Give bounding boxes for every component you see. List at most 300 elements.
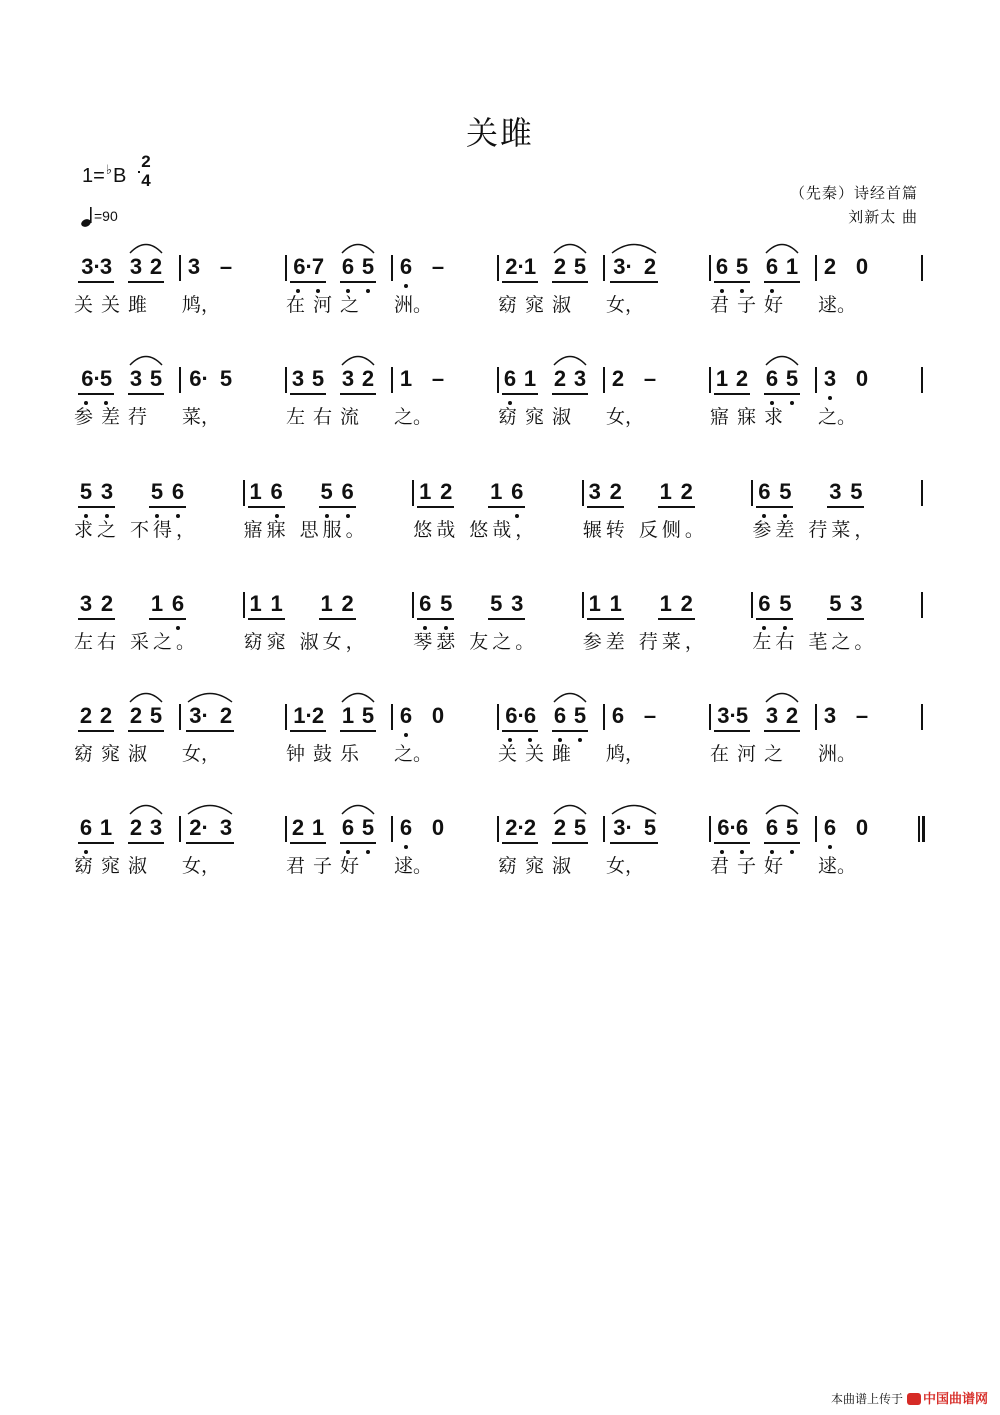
beam-line <box>714 281 750 283</box>
slur-mark <box>341 240 375 254</box>
key-note: B <box>112 165 127 187</box>
beam-line <box>488 618 525 620</box>
slur-mark <box>129 689 163 703</box>
note: 0 <box>855 815 869 840</box>
note: 6 <box>270 479 283 504</box>
lyric-text: 君子好 <box>710 294 792 316</box>
note: 2 <box>129 703 143 728</box>
note: 6 <box>765 254 779 279</box>
beam-line <box>128 730 164 732</box>
lyric-text: 寤寐 思服。 <box>243 519 369 541</box>
note: 3· <box>717 703 737 728</box>
bar-line <box>751 592 753 618</box>
beam-line <box>128 281 164 283</box>
lyric-text: 女， <box>606 294 645 316</box>
bar-line <box>815 704 817 730</box>
note: 2 <box>785 703 799 728</box>
note: 6 <box>171 591 185 616</box>
note: 5 <box>150 479 164 504</box>
note: 5 <box>785 815 799 840</box>
note: 6 <box>341 479 354 504</box>
note: 2 <box>553 815 567 840</box>
lyric-text: 逑。 <box>818 294 857 316</box>
note: 1 <box>320 591 333 616</box>
bar-line <box>815 255 817 281</box>
lower-octave-dot <box>828 845 832 849</box>
note: 3 <box>79 591 93 616</box>
note: 6 <box>419 591 432 616</box>
note: 1 <box>659 591 672 616</box>
bar-line <box>285 704 287 730</box>
bar-line <box>179 816 181 842</box>
note: 6 <box>399 703 413 728</box>
note: 6 <box>553 703 567 728</box>
note: 2 <box>735 366 749 391</box>
beam-line <box>290 281 326 283</box>
slur-mark <box>129 240 163 254</box>
tempo-value: =90 <box>94 208 118 224</box>
lyric-text: 鸠， <box>182 294 221 316</box>
beam-line <box>417 506 454 508</box>
note: – <box>431 366 445 391</box>
note: 6 <box>523 703 537 728</box>
note: 5 <box>735 703 749 728</box>
bar-line <box>751 480 753 506</box>
note: 2 <box>100 591 114 616</box>
note: 1 <box>609 591 622 616</box>
slur-mark <box>187 689 233 703</box>
beam-line <box>78 393 114 395</box>
note: 6· <box>293 254 313 279</box>
note: 5 <box>850 479 863 504</box>
lower-octave-dot <box>404 284 408 288</box>
note: 2 <box>440 479 453 504</box>
beam-line <box>610 281 658 283</box>
lyric-text: 之。 <box>394 406 433 428</box>
beam-line <box>610 842 658 844</box>
beam-line <box>149 618 186 620</box>
note: 3 <box>765 703 779 728</box>
bar-line <box>285 255 287 281</box>
bar-line <box>243 480 245 506</box>
slur-mark <box>553 689 587 703</box>
note: 1 <box>150 591 164 616</box>
note: 1 <box>785 254 799 279</box>
note: 3 <box>511 591 524 616</box>
note: 2 <box>680 479 693 504</box>
note: 3 <box>100 479 114 504</box>
note: 6· <box>189 366 209 391</box>
note: 5 <box>779 591 792 616</box>
lyric-text: 左右 采之。 <box>74 631 200 653</box>
slur-mark <box>341 801 375 815</box>
note: 5 <box>735 254 749 279</box>
bar-line <box>709 255 711 281</box>
beam-line <box>128 393 164 395</box>
beam-line <box>128 842 164 844</box>
final-bar-line <box>918 816 920 842</box>
note: 1 <box>311 815 325 840</box>
key-prefix: 1= <box>82 165 105 187</box>
note: 6· <box>717 815 737 840</box>
note: 2 <box>553 366 567 391</box>
bar-line <box>921 592 923 618</box>
note: 5 <box>311 366 325 391</box>
lyric-text: 之。 <box>818 406 857 428</box>
note: 2· <box>505 815 525 840</box>
note: 0 <box>431 703 445 728</box>
bar-line <box>921 704 923 730</box>
note: 5 <box>149 366 163 391</box>
note: 2 <box>79 703 93 728</box>
flat-sign: ♭ <box>105 162 112 177</box>
lyric-text: 钟鼓乐 <box>286 743 368 765</box>
note: 5 <box>785 366 799 391</box>
beam-line <box>340 281 376 283</box>
note: 2· <box>505 254 525 279</box>
note: 5 <box>573 815 587 840</box>
beam-line <box>756 618 793 620</box>
slur-mark <box>553 352 587 366</box>
lyric-text: 女， <box>606 406 645 428</box>
note: 6 <box>823 815 837 840</box>
lyric-text: 窈窕 淑女， <box>243 631 369 653</box>
lower-octave-dot <box>404 733 408 737</box>
note: 2 <box>219 703 233 728</box>
lyric-text: 参差 荇菜， <box>752 519 878 541</box>
note: 6 <box>765 366 779 391</box>
slur-mark <box>765 240 799 254</box>
time-signature-bottom: 4 <box>141 171 151 190</box>
footer-credit <box>831 1388 988 1407</box>
lyric-text: 洲。 <box>394 294 433 316</box>
beam-line <box>290 730 326 732</box>
slur-mark <box>129 801 163 815</box>
note: 5 <box>779 479 792 504</box>
bar-line <box>391 816 393 842</box>
bar-line <box>179 255 181 281</box>
note: 6 <box>735 815 749 840</box>
beam-line <box>764 730 800 732</box>
beam-line <box>78 730 114 732</box>
beam-line <box>248 506 285 508</box>
note: 6· <box>81 366 101 391</box>
lyric-text: 鸠， <box>606 743 645 765</box>
note: 2 <box>311 703 325 728</box>
note: 2 <box>609 479 622 504</box>
lyric-text: 悠哉 悠哉， <box>413 519 539 541</box>
lower-octave-dot <box>404 845 408 849</box>
beam-line <box>756 506 793 508</box>
note: 2· <box>189 815 209 840</box>
beam-line <box>186 842 234 844</box>
beam-line <box>149 506 186 508</box>
bar-line <box>243 592 245 618</box>
note: 3 <box>829 479 842 504</box>
note: 5 <box>490 591 503 616</box>
note: 2 <box>291 815 305 840</box>
lyric-text: 参差荇 <box>74 406 156 428</box>
note: 5 <box>361 703 375 728</box>
beam-line <box>340 730 376 732</box>
slur-mark <box>765 689 799 703</box>
slur-mark <box>765 352 799 366</box>
note: 6 <box>611 703 625 728</box>
beam-line <box>78 842 114 844</box>
lyric-text: 女， <box>182 855 221 877</box>
lyric-text: 逑。 <box>818 855 857 877</box>
site-logo-icon <box>907 1393 921 1405</box>
note: 5 <box>361 254 375 279</box>
beam-line <box>587 506 624 508</box>
note: 3 <box>823 703 837 728</box>
lyric-text: 窈窕淑 <box>498 855 580 877</box>
note: 5 <box>320 479 333 504</box>
note: 1 <box>249 591 262 616</box>
note: 5 <box>573 254 587 279</box>
beam-line <box>714 393 750 395</box>
note: 1 <box>249 479 262 504</box>
note: 2 <box>99 703 113 728</box>
lyric-text: 洲。 <box>818 743 857 765</box>
note: 2 <box>553 254 567 279</box>
note: 3 <box>129 254 143 279</box>
note: 6 <box>79 815 93 840</box>
bar-line <box>391 704 393 730</box>
note: 6 <box>758 591 771 616</box>
lyric-text: 逑。 <box>394 855 433 877</box>
bar-line <box>285 367 287 393</box>
note: 2 <box>361 366 375 391</box>
lyric-text: 在河之 <box>286 294 368 316</box>
note: 6 <box>341 815 355 840</box>
note: 1 <box>523 254 537 279</box>
beam-line <box>552 393 588 395</box>
beam-line <box>764 281 800 283</box>
note: 0 <box>855 254 869 279</box>
note: 2 <box>823 254 837 279</box>
bar-line <box>497 255 499 281</box>
footer-text: 本曲谱上传于 <box>830 1392 903 1406</box>
beam-line <box>658 618 695 620</box>
bar-line <box>603 816 605 842</box>
score-title: 关雎 <box>465 114 534 152</box>
bar-line <box>709 367 711 393</box>
beam-line <box>290 393 326 395</box>
note: 2 <box>341 591 354 616</box>
note: 2 <box>149 254 163 279</box>
note: 1 <box>399 366 413 391</box>
note: 1 <box>341 703 355 728</box>
note: 3 <box>588 479 601 504</box>
note: 1 <box>270 591 283 616</box>
beam-line <box>319 506 356 508</box>
bar-line <box>603 255 605 281</box>
bar-line <box>285 816 287 842</box>
note: 3 <box>573 366 587 391</box>
lyric-text: 左右流 <box>286 406 368 428</box>
bar-line <box>179 367 181 393</box>
note: 3· <box>613 254 633 279</box>
beam-line <box>502 842 538 844</box>
note: 2 <box>643 254 657 279</box>
note: 3· <box>81 254 101 279</box>
note: 6 <box>511 479 524 504</box>
beam-line <box>78 618 115 620</box>
bar-line <box>921 480 923 506</box>
beam-line <box>186 730 234 732</box>
lyric-text: 琴瑟 友之。 <box>413 631 539 653</box>
beam-line <box>827 618 864 620</box>
bar-line <box>412 592 414 618</box>
slur-mark <box>129 352 163 366</box>
note: 3 <box>99 254 113 279</box>
beam-line <box>827 506 864 508</box>
note: 2 <box>680 591 693 616</box>
lyric-text: 女， <box>182 743 221 765</box>
bar-line <box>603 704 605 730</box>
note: 7 <box>311 254 325 279</box>
beam-line <box>248 618 285 620</box>
note: 6 <box>399 254 413 279</box>
note: 0 <box>431 815 445 840</box>
slur-mark <box>553 801 587 815</box>
bar-line <box>709 816 711 842</box>
beam-line <box>714 730 750 732</box>
note: 6 <box>503 366 517 391</box>
bar-line <box>391 255 393 281</box>
bar-line <box>391 367 393 393</box>
note: 2 <box>129 815 143 840</box>
slur-mark <box>553 240 587 254</box>
lower-octave-dot <box>828 396 832 400</box>
note: 3 <box>341 366 355 391</box>
bar-line <box>497 816 499 842</box>
note: – <box>219 254 233 279</box>
note: 1 <box>715 366 729 391</box>
lyric-text: 辗转 反侧。 <box>582 519 708 541</box>
note: 3 <box>823 366 837 391</box>
beam-line <box>488 506 525 508</box>
slur-mark <box>187 801 233 815</box>
lyric-text: 菜， <box>182 406 221 428</box>
note: – <box>643 703 657 728</box>
note: 6 <box>715 254 729 279</box>
slur-mark <box>341 352 375 366</box>
note: 5 <box>440 591 453 616</box>
bar-line <box>497 704 499 730</box>
note: 6 <box>171 479 185 504</box>
beam-line <box>552 281 588 283</box>
bar-line <box>582 592 584 618</box>
bar-line <box>709 704 711 730</box>
note: 3 <box>149 815 163 840</box>
note: 5 <box>829 591 842 616</box>
bar-line <box>815 816 817 842</box>
lyric-text: 窈窕淑 <box>498 294 580 316</box>
lyric-text: 女， <box>606 855 645 877</box>
lyric-text: 窈窕淑 <box>74 743 156 765</box>
note: – <box>855 703 869 728</box>
bar-line <box>412 480 414 506</box>
beam-line <box>417 618 454 620</box>
bar-line <box>179 704 181 730</box>
beam-line <box>502 281 538 283</box>
beam-line <box>319 618 356 620</box>
beam-line <box>764 842 800 844</box>
note: – <box>431 254 445 279</box>
beam-line <box>658 506 695 508</box>
slur-mark <box>765 801 799 815</box>
lyric-text: 窈窕淑 <box>74 855 156 877</box>
beam-line <box>502 393 538 395</box>
lyric-text: 求之 不得， <box>74 519 200 541</box>
beam-line <box>587 618 624 620</box>
lyric-text: 君子好 <box>286 855 368 877</box>
lyric-text: 窈窕淑 <box>498 406 580 428</box>
note: 6 <box>341 254 355 279</box>
beam-line <box>552 730 588 732</box>
note: – <box>643 366 657 391</box>
note: 5 <box>79 479 93 504</box>
note: 1· <box>293 703 313 728</box>
beam-line <box>552 842 588 844</box>
beam-line <box>78 281 114 283</box>
note: 6· <box>505 703 525 728</box>
note: 1 <box>523 366 537 391</box>
time-signature-top: 2 <box>141 152 151 171</box>
note: 2 <box>611 366 625 391</box>
note: 3 <box>850 591 863 616</box>
note: 1 <box>490 479 503 504</box>
lyric-text: 寤寐求 <box>710 406 792 428</box>
note: 5 <box>573 703 587 728</box>
beam-line <box>764 393 800 395</box>
note: 1 <box>659 479 672 504</box>
lyricist-credit: （先秦）诗经首篇 <box>789 184 918 202</box>
note: 2 <box>523 815 537 840</box>
composer-credit: 刘新太 曲 <box>848 208 918 226</box>
note: 3· <box>189 703 209 728</box>
lyric-text: 君子好 <box>710 855 792 877</box>
beam-line <box>340 393 376 395</box>
beam-line <box>290 842 326 844</box>
note: 1 <box>588 591 601 616</box>
note: 3 <box>219 815 233 840</box>
final-bar-line-thick <box>922 816 925 842</box>
slur-mark <box>341 689 375 703</box>
bar-line <box>921 255 923 281</box>
note: 5 <box>99 366 113 391</box>
note: 5 <box>361 815 375 840</box>
note: 5 <box>149 703 163 728</box>
note: 1 <box>419 479 432 504</box>
note: 3 <box>291 366 305 391</box>
note: 3 <box>187 254 201 279</box>
bar-line <box>497 367 499 393</box>
bar-line <box>582 480 584 506</box>
lyric-text: 左右 芼之。 <box>752 631 878 653</box>
bar-line <box>921 367 923 393</box>
lyric-text: 关关雎 <box>498 743 580 765</box>
note: 6 <box>758 479 771 504</box>
note: 3· <box>613 815 633 840</box>
bar-line <box>603 367 605 393</box>
lyric-text: 在河之 <box>710 743 792 765</box>
note: 5 <box>643 815 657 840</box>
bar-line <box>815 367 817 393</box>
note: 5 <box>219 366 233 391</box>
